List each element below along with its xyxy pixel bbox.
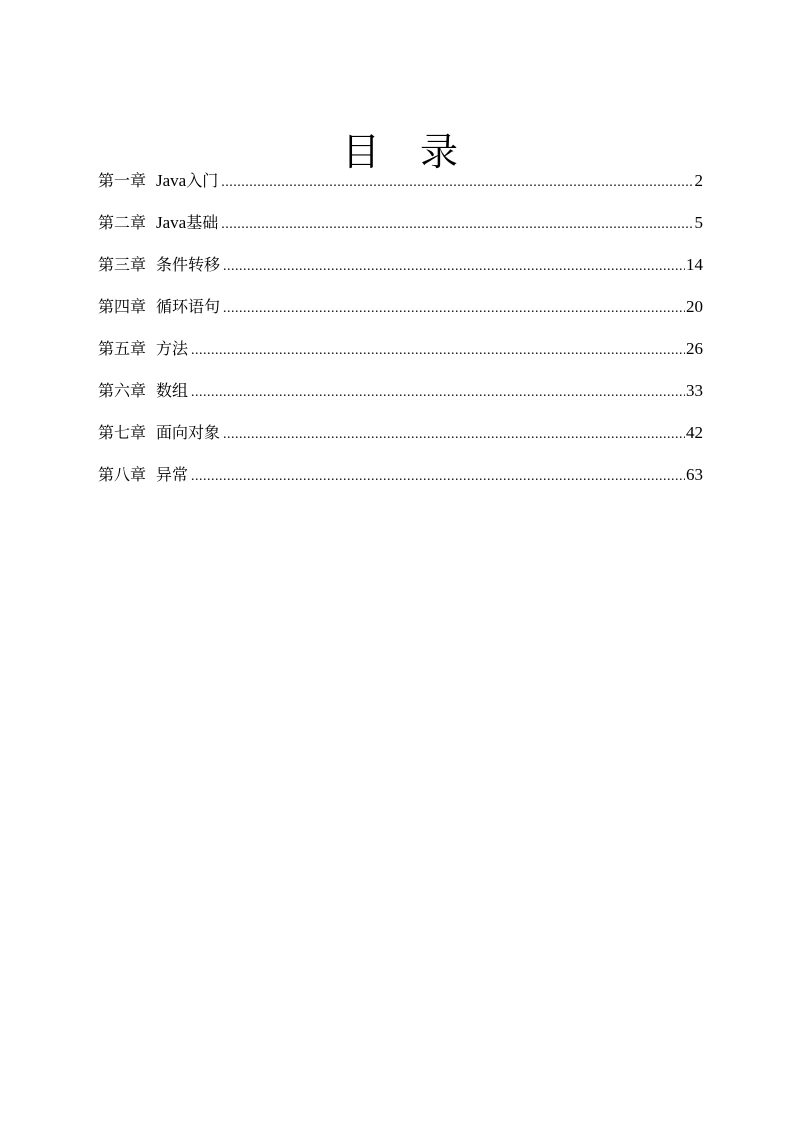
toc-chapter-label: 第一章 xyxy=(98,171,147,190)
toc-chapter-name xyxy=(156,336,188,362)
toc-page-number: 33 xyxy=(686,381,703,400)
toc-entry-6[interactable] xyxy=(98,378,703,420)
toc-name-latin: Java xyxy=(156,213,187,232)
toc-entry-2[interactable] xyxy=(98,210,703,252)
toc-name-cjk: 方法 xyxy=(156,339,189,358)
toc-chapter-name xyxy=(156,462,188,488)
toc-page-number: 5 xyxy=(694,213,703,232)
toc-page-number: 42 xyxy=(686,423,703,442)
toc-chapter-label: 第六章 xyxy=(98,381,147,400)
toc-dot-leader xyxy=(221,170,693,196)
toc-dot-leader xyxy=(223,422,685,448)
toc-dot-leader xyxy=(223,296,685,322)
toc-entry-1[interactable] xyxy=(98,168,703,210)
toc-chapter-label: 第八章 xyxy=(98,465,147,484)
toc-page-number: 63 xyxy=(686,465,703,484)
toc-chapter-name xyxy=(156,168,218,194)
toc-name-cjk: 异常 xyxy=(156,465,189,484)
toc-name-cjk: 入门 xyxy=(186,171,219,190)
toc-page-number: 20 xyxy=(686,297,703,316)
toc-entry-4[interactable] xyxy=(98,294,703,336)
toc-chapter-name xyxy=(156,252,220,278)
toc-chapter-label: 第七章 xyxy=(98,423,147,442)
toc-entry-5[interactable] xyxy=(98,336,703,378)
toc-dot-leader xyxy=(191,380,685,406)
toc-title: 目 录 xyxy=(341,130,473,175)
toc-chapter-label: 第二章 xyxy=(98,213,147,232)
toc-dot-leader xyxy=(191,464,685,490)
toc-chapter-name xyxy=(156,210,218,236)
toc-dot-leader xyxy=(221,212,693,238)
toc-dot-leader xyxy=(191,338,685,364)
toc-list xyxy=(98,168,703,504)
toc-name-cjk: 数组 xyxy=(156,381,189,400)
toc-chapter-name xyxy=(156,378,188,404)
toc-chapter-name xyxy=(156,420,220,446)
toc-entry-7[interactable] xyxy=(98,420,703,462)
toc-name-cjk: 循环语句 xyxy=(156,297,221,316)
toc-entry-3[interactable] xyxy=(98,252,703,294)
toc-entry-8[interactable] xyxy=(98,462,703,504)
toc-chapter-name xyxy=(156,294,220,320)
toc-dot-leader xyxy=(223,254,685,280)
toc-chapter-label: 第四章 xyxy=(98,297,147,316)
toc-name-cjk: 条件转移 xyxy=(156,255,221,274)
toc-name-cjk: 面向对象 xyxy=(156,423,221,442)
toc-name-latin: Java xyxy=(156,171,187,190)
toc-page-number: 26 xyxy=(686,339,703,358)
toc-chapter-label: 第五章 xyxy=(98,339,147,358)
toc-page-number: 14 xyxy=(686,255,703,274)
toc-name-cjk: 基础 xyxy=(186,213,219,232)
toc-chapter-label: 第三章 xyxy=(98,255,147,274)
toc-page-number: 2 xyxy=(694,171,703,190)
